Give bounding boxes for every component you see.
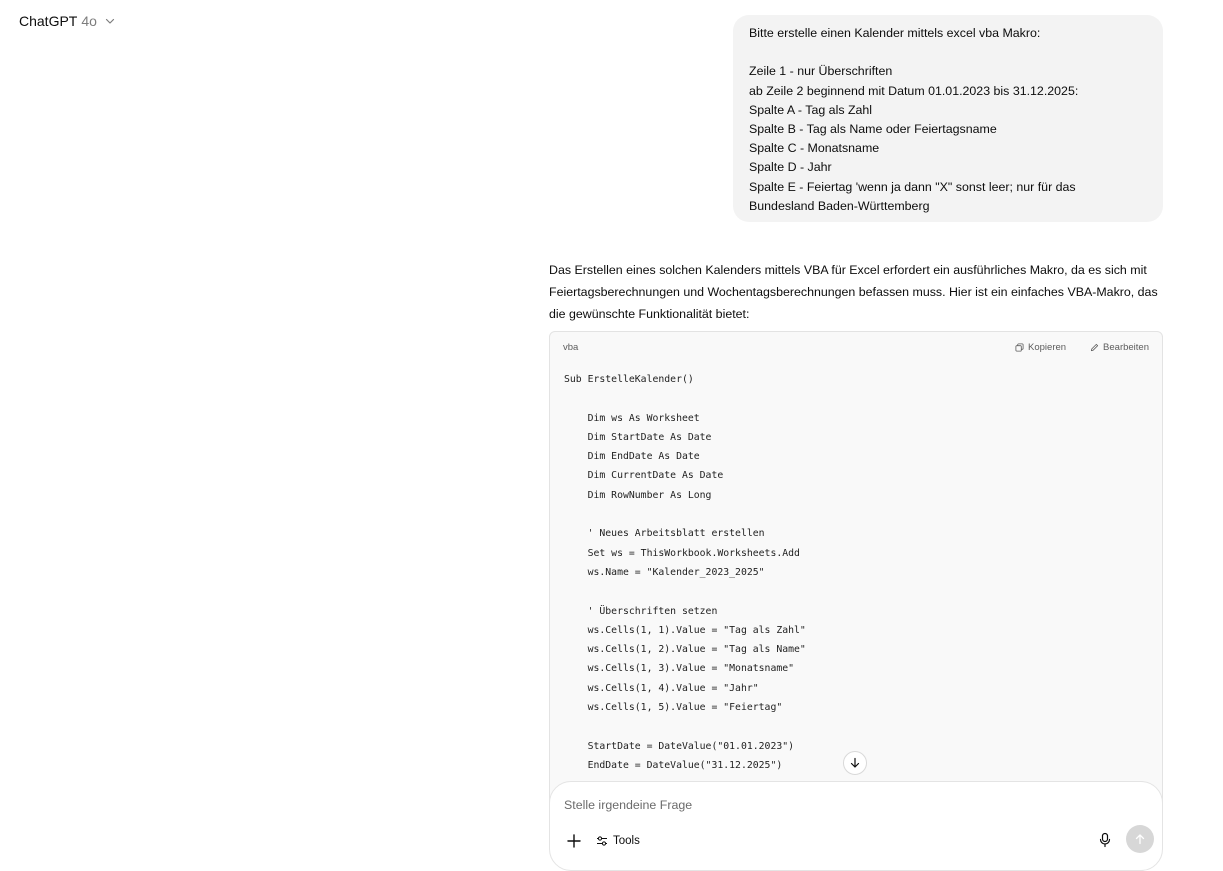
copy-icon <box>1015 343 1024 352</box>
user-message-line: Spalte E - Feiertag 'wenn ja dann "X" sonst leer; nur für das <box>749 179 1076 194</box>
user-message-line: Spalte C - Monatsname <box>749 141 880 156</box>
code-line: Dim ws As Worksheet <box>564 412 700 424</box>
code-line: ' Überschriften setzen <box>564 605 718 617</box>
code-content <box>550 362 1162 783</box>
code-block-header <box>550 332 1162 362</box>
code-line: ws.Cells(1, 5).Value = "Feiertag" <box>564 702 783 714</box>
edit-code-button[interactable] <box>1090 342 1149 353</box>
user-message-line: Spalte A - Tag als Zahl <box>749 102 873 117</box>
code-line: Dim RowNumber As Long <box>564 489 712 501</box>
microphone-icon[interactable] <box>1097 832 1113 848</box>
user-message-line: Spalte B - Tag als Name oder Feiertagsname <box>749 121 997 136</box>
edit-label: Bearbeiten <box>1103 341 1149 353</box>
plus-icon[interactable] <box>565 832 583 850</box>
code-line: Dim CurrentDate As Date <box>564 470 724 482</box>
assistant-intro-text: Das Erstellen eines solchen Kalenders mittels VBA für Excel erfordert ein ausführliches Makro, da es sich mit Feiertagsberechnungen und Wochentagsberechnungen befassen muss. Hier ist ein einfaches VBA-Makro, das die gewünschte Funktionalität bietet: <box>549 263 1158 321</box>
arrow-up-icon <box>1134 833 1146 845</box>
code-line: Set ws = ThisWorkbook.Worksheets.Add <box>564 547 800 559</box>
code-line <box>564 505 1148 524</box>
user-message-line <box>749 43 1147 62</box>
model-name: ChatGPT <box>19 13 78 29</box>
user-message-line: Bitte erstelle einen Kalender mittels excel vba Makro: <box>749 26 1041 40</box>
code-line: ws.Cells(1, 3).Value = "Monatsname" <box>564 663 795 675</box>
code-line: ws.Cells(1, 1).Value = "Tag als Zahl" <box>564 624 806 636</box>
code-line: ' Neues Arbeitsblatt erstellen <box>564 528 765 540</box>
user-message-line: Zeile 1 - nur Überschriften <box>749 64 893 79</box>
arrow-down-icon <box>849 757 861 769</box>
pencil-icon <box>1090 343 1099 352</box>
scroll-to-bottom-button[interactable] <box>843 751 867 775</box>
prompt-input[interactable] <box>564 796 1104 814</box>
code-language-label: vba <box>563 341 579 353</box>
model-version: 4o <box>81 13 97 29</box>
code-line: Sub ErstelleKalender() <box>564 374 694 385</box>
composer <box>549 781 1163 871</box>
sliders-icon <box>596 835 608 847</box>
code-line: Dim EndDate As Date <box>564 451 700 463</box>
copy-label: Kopieren <box>1028 341 1067 353</box>
copy-code-button[interactable] <box>1015 342 1066 353</box>
user-message-bubble <box>733 15 1163 222</box>
code-line: Dim StartDate As Date <box>564 431 712 443</box>
user-message-line: ab Zeile 2 beginnend mit Datum 01.01.2023 bis 31.12.2025: <box>749 83 1079 98</box>
code-line: ws.Name = "Kalender_2023_2025" <box>564 566 765 578</box>
tools-button[interactable] <box>596 832 640 850</box>
code-line <box>564 717 1148 736</box>
send-button[interactable] <box>1126 825 1154 853</box>
code-line: StartDate = DateValue("01.01.2023") <box>564 740 795 752</box>
chevron-down-icon <box>104 15 116 27</box>
code-line <box>564 582 1148 601</box>
code-line: ws.Cells(1, 4).Value = "Jahr" <box>564 682 759 694</box>
user-message-line: Bundesland Baden-Württemberg <box>749 198 930 213</box>
tools-label: Tools <box>613 835 640 847</box>
model-switcher[interactable] <box>19 11 116 31</box>
code-line: EndDate = DateValue("31.12.2025") <box>564 759 783 771</box>
code-line <box>564 389 1148 408</box>
user-message-line: Spalte D - Jahr <box>749 160 832 175</box>
code-line: ws.Cells(1, 2).Value = "Tag als Name" <box>564 644 806 656</box>
